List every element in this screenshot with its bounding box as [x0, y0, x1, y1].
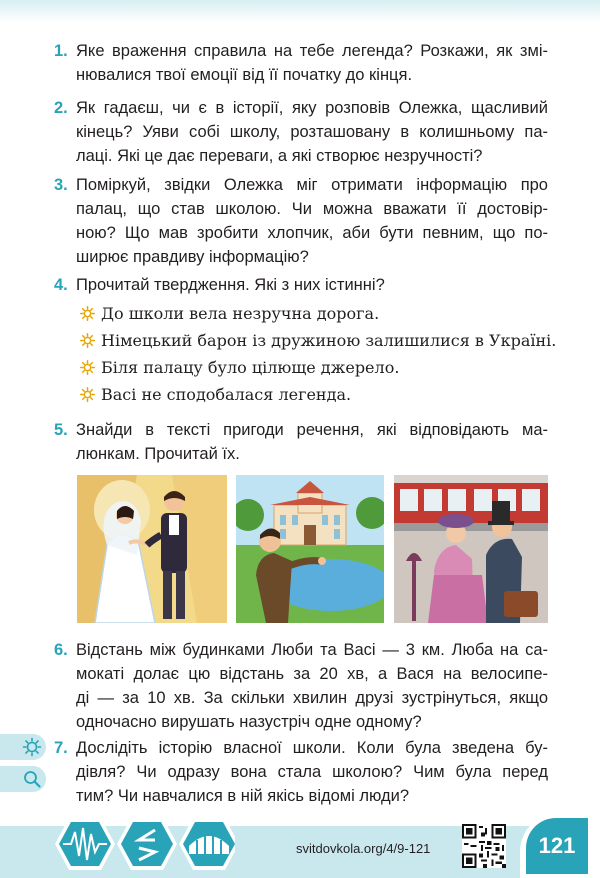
- question-line: ді — за 10 хв. За скільки хвилин друзі зустрінуться, якщо: [76, 689, 548, 707]
- statement-text: Біля палацу було цілюще джерело.: [101, 357, 400, 377]
- question-line: Яке враження справила на тебе легенда? Розкажи, як змі-: [76, 42, 548, 60]
- question-line: Дослідіть історію власної школи. Коли була зведена бу-: [76, 739, 548, 757]
- sun-icon: [80, 333, 95, 348]
- gear-bug-icon: [22, 737, 42, 757]
- sun-icon: [80, 387, 95, 402]
- question-4: [54, 273, 548, 297]
- arrows-hex-icon: [117, 818, 177, 870]
- question-line: кінець? Уяви собі школу, розташовану в колишньому па-: [76, 123, 548, 141]
- question-3: [54, 173, 548, 269]
- question-line: Як гадаєш, чи є в історії, яку розповів Олежка, щасливий: [76, 99, 548, 117]
- footer-hex-icons: [55, 816, 235, 872]
- page-number: 121: [526, 818, 588, 874]
- question-line: люнкам. Прочитай їх.: [76, 445, 240, 463]
- question-line: тим? Чи навчалися в ній якісь відомі люди?: [76, 787, 410, 805]
- question-line: ною? Що мав зробити хлопчик, аби бути певним, що по-: [76, 224, 548, 242]
- sun-icon: [80, 306, 95, 321]
- question-line: нювалися твої емоції від її початку до кінця.: [76, 66, 413, 84]
- wedding-illustration: [77, 475, 227, 623]
- question-number: 3.: [54, 176, 68, 194]
- page-footer: [0, 818, 600, 878]
- question-2: [54, 96, 548, 168]
- illustrations-row: [77, 475, 548, 623]
- bridge-hex-icon: [179, 818, 235, 870]
- question-line: мокаті долає цю відстань за 20 хв, а Вася на велосипе-: [76, 665, 548, 683]
- question-line: ширює правдиву інформацію?: [76, 248, 309, 266]
- question-number: 1.: [54, 42, 68, 60]
- question-6: [54, 638, 548, 734]
- question-number: 5.: [54, 421, 68, 439]
- question-5: [54, 418, 548, 466]
- magnifier-icon: [22, 769, 42, 789]
- qr-code[interactable]: [462, 824, 506, 868]
- question-1: [54, 39, 548, 87]
- search-side-tab: [0, 766, 46, 792]
- question-line: дівля? Чи одразу вона стала школою? Чим була перед: [76, 763, 548, 781]
- resource-url[interactable]: svitdovkola.org/4/9-121: [296, 841, 431, 856]
- sun-icon: [80, 360, 95, 375]
- statement-text: Васі не сподобалася легенда.: [101, 384, 352, 404]
- question-number: 2.: [54, 99, 68, 117]
- question-line: лаці. Які це дає переваги, а які створює незручності?: [76, 147, 483, 165]
- statement-item: [80, 327, 556, 353]
- statement-text: До школи вела незручна дорога.: [101, 303, 380, 323]
- statement-item: [80, 354, 399, 380]
- top-band: [0, 0, 600, 22]
- question-number: 4.: [54, 276, 68, 294]
- research-side-tab: [0, 734, 46, 760]
- question-line: Поміркуй, звідки Олежка міг отримати інформацію про: [76, 176, 548, 194]
- palace-illustration: [236, 475, 384, 623]
- question-line: одночасно вирушать назустріч одне одному?: [76, 713, 422, 731]
- question-number: 6.: [54, 641, 68, 659]
- question-line: Прочитай твердження. Які з них істинні?: [76, 276, 385, 294]
- statement-item: [80, 300, 379, 326]
- question-7: [54, 736, 548, 808]
- question-line: Знайди в тексті пригоди речення, які відповідають ма-: [76, 421, 548, 439]
- train-station-illustration: [394, 475, 548, 623]
- soundwave-hex-icon: [55, 818, 115, 870]
- question-line: Відстань між будинками Люби та Васі — 3 км. Люба на са-: [76, 641, 548, 659]
- question-number: 7.: [54, 739, 68, 757]
- statement-text: Німецький барон із дружиною залишилися в Україні.: [101, 330, 557, 350]
- statement-item: [80, 381, 351, 407]
- question-line: палац, що став школою. Чи можна вважати її достовір-: [76, 200, 548, 218]
